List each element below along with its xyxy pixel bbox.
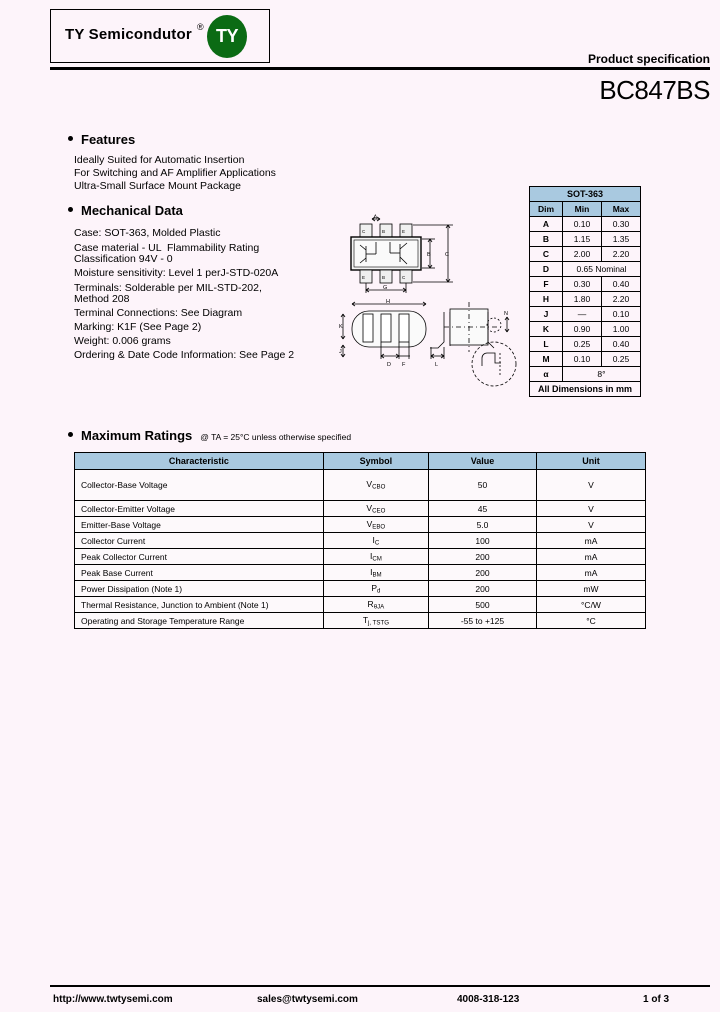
dimension-table-title-row <box>530 187 641 202</box>
dim-label-G: G <box>383 285 388 291</box>
dim-cell: J <box>530 307 563 322</box>
dim-label-J: J <box>339 349 342 355</box>
mechanical-line-2: Classification 94V - 0 <box>74 253 173 265</box>
package-outline-drawing <box>332 214 528 392</box>
dim-label-N: N <box>504 311 508 317</box>
symbol-subscript: EBO <box>372 523 386 531</box>
symbol-subscript: C <box>374 539 380 547</box>
dimension-table-title: SOT-363 <box>530 187 641 202</box>
max-cell: 0.30 <box>602 217 641 232</box>
value-cell: 5.0 <box>428 517 536 533</box>
symbol-base: V <box>366 502 373 513</box>
features-item-2: Ultra-Small Surface Mount Package <box>74 180 241 192</box>
unit-col-header: Unit <box>536 453 645 470</box>
features-item-0: Ideally Suited for Automatic Insertion <box>74 154 245 166</box>
value-cell: 50 <box>428 470 536 501</box>
bullet-icon <box>68 207 73 212</box>
unit-cell: °C/W <box>536 597 645 613</box>
characteristic-cell: Peak Base Current <box>75 565 324 581</box>
dimension-table-footer-row <box>530 382 641 397</box>
span-cell: 0.65 Nominal <box>563 262 641 277</box>
unit-cell: °C <box>536 613 645 629</box>
table-row <box>530 217 641 232</box>
table-row <box>530 322 641 337</box>
dim-cell: L <box>530 337 563 352</box>
mechanical-line-1: Case material - UL Flammability Rating <box>74 242 260 254</box>
max-cell: 1.00 <box>602 322 641 337</box>
header-divider <box>50 67 710 70</box>
mechanical-line-6: Terminal Connections: See Diagram <box>74 307 243 319</box>
symbol-cell <box>323 470 428 501</box>
table-row <box>530 352 641 367</box>
min-cell: 0.90 <box>563 322 602 337</box>
pin-label-b1: B <box>382 229 386 234</box>
symbol-base: V <box>366 479 373 490</box>
symbol-subscript: θJA <box>373 603 385 611</box>
pin-label-e1: E <box>402 229 406 234</box>
symbol-subscript: BM <box>372 571 382 579</box>
max-cell: 2.20 <box>602 292 641 307</box>
pin-label-c2: C <box>362 229 366 234</box>
max-cell: 0.10 <box>602 307 641 322</box>
characteristic-cell: Peak Collector Current <box>75 549 324 565</box>
dimension-table-header-row <box>530 202 641 217</box>
dim-cell: F <box>530 277 563 292</box>
symbol-cell <box>323 533 428 549</box>
max-cell: 2.20 <box>602 247 641 262</box>
table-row <box>530 367 641 382</box>
table-row <box>75 565 646 581</box>
symbol-base: I <box>372 534 375 545</box>
unit-cell: V <box>536 501 645 517</box>
mechanical-line-5: Method 208 <box>74 293 130 305</box>
dim-cell: C <box>530 247 563 262</box>
table-row <box>530 277 641 292</box>
table-row <box>530 262 641 277</box>
symbol-subscript: CEO <box>372 507 386 515</box>
footer-website[interactable]: http://www.twtysemi.com <box>53 994 173 1005</box>
value-cell: 45 <box>428 501 536 517</box>
mechanical-line-0: Case: SOT-363, Molded Plastic <box>74 227 221 239</box>
table-row <box>530 232 641 247</box>
dim-cell: D <box>530 262 563 277</box>
characteristic-cell: Thermal Resistance, Junction to Ambient (Note 1) <box>75 597 324 613</box>
min-cell: 0.25 <box>563 337 602 352</box>
unit-cell: mA <box>536 533 645 549</box>
value-cell: 100 <box>428 533 536 549</box>
table-row <box>75 581 646 597</box>
unit-cell: mA <box>536 549 645 565</box>
value-cell: 500 <box>428 597 536 613</box>
unit-cell: V <box>536 517 645 533</box>
max-cell: 0.40 <box>602 337 641 352</box>
characteristic-cell: Power Dissipation (Note 1) <box>75 581 324 597</box>
min-col-header: Min <box>563 202 602 217</box>
company-logo-box <box>50 9 270 63</box>
max-cell: 0.25 <box>602 352 641 367</box>
company-name: TY Semicondutor <box>65 26 192 43</box>
table-row <box>75 533 646 549</box>
maximum-ratings-condition: @ TA = 25°C unless otherwise specified <box>200 432 352 442</box>
min-cell: 0.10 <box>563 352 602 367</box>
value-col-header: Value <box>428 453 536 470</box>
table-row <box>75 597 646 613</box>
maximum-ratings-heading-label: Maximum Ratings <box>81 428 193 443</box>
symbol-subscript: CBO <box>372 483 386 491</box>
dim-label-D: D <box>387 362 391 368</box>
min-cell: 2.00 <box>563 247 602 262</box>
maximum-ratings-heading <box>68 428 351 443</box>
characteristic-cell: Collector-Emitter Voltage <box>75 501 324 517</box>
symbol-base: V <box>366 518 373 529</box>
symbol-base: T <box>362 614 369 625</box>
dimension-table-footer: All Dimensions in mm <box>530 382 641 397</box>
dim-label-K: K <box>339 324 343 330</box>
characteristic-col-header: Characteristic <box>75 453 324 470</box>
characteristic-cell: Operating and Storage Temperature Range <box>75 613 324 629</box>
table-row <box>75 549 646 565</box>
features-item-1: For Switching and AF Amplifier Applications <box>74 167 276 179</box>
mechanical-line-3: Moisture sensitivity: Level 1 perJ-STD-020A <box>74 267 279 279</box>
dim-cell: M <box>530 352 563 367</box>
page-title: BC847BS <box>599 75 710 105</box>
dim-col-header: Dim <box>530 202 563 217</box>
symbol-cell <box>323 565 428 581</box>
span-cell: 8° <box>563 367 641 382</box>
dim-label-C: C <box>445 252 449 258</box>
characteristic-cell: Emitter-Base Voltage <box>75 517 324 533</box>
mechanical-line-4: Terminals: Solderable per MIL-STD-202, <box>74 282 262 294</box>
pin-label-e2: E <box>362 275 366 280</box>
ty-logo-oval-icon <box>207 15 247 58</box>
symbol-subscript: CM <box>372 555 382 563</box>
pin-label-c1: C <box>402 275 406 280</box>
pin-label-b2: B <box>382 275 386 280</box>
min-cell: — <box>563 307 602 322</box>
symbol-cell <box>323 613 428 629</box>
value-cell: 200 <box>428 565 536 581</box>
document-type-label: Product specification <box>587 52 710 66</box>
symbol-cell <box>323 549 428 565</box>
table-row <box>75 470 646 501</box>
max-col-header: Max <box>602 202 641 217</box>
mechanical-data-heading-label: Mechanical Data <box>81 203 183 218</box>
dim-cell: H <box>530 292 563 307</box>
features-heading-label: Features <box>81 132 136 147</box>
max-cell: 0.40 <box>602 277 641 292</box>
characteristic-cell: Collector Current <box>75 533 324 549</box>
unit-cell: mA <box>536 565 645 581</box>
symbol-subscript: j, TSTG <box>368 619 389 627</box>
dim-label-F: F <box>402 362 406 368</box>
registered-trademark-icon: ® <box>197 22 204 32</box>
mechanical-data-heading <box>68 203 183 218</box>
maximum-ratings-table <box>74 452 646 629</box>
bullet-icon <box>68 432 73 437</box>
min-cell: 0.10 <box>563 217 602 232</box>
min-cell: 1.80 <box>563 292 602 307</box>
unit-cell: mW <box>536 581 645 597</box>
dim-label-B: B <box>427 252 431 258</box>
mechanical-line-9: Ordering & Date Code Information: See Page 2 <box>74 349 295 361</box>
table-row <box>530 307 641 322</box>
table-row <box>530 337 641 352</box>
dim-cell: A <box>530 217 563 232</box>
symbol-subscript: d <box>377 587 381 595</box>
unit-cell: V <box>536 470 645 501</box>
dim-label-H: H <box>386 299 390 305</box>
dim-cell: K <box>530 322 563 337</box>
min-cell: 0.30 <box>563 277 602 292</box>
dim-cell: α <box>530 367 563 382</box>
min-cell: 1.15 <box>563 232 602 247</box>
footer-phone: 4008-318-123 <box>457 994 520 1005</box>
symbol-base: P <box>371 582 378 593</box>
table-row <box>75 613 646 629</box>
dim-cell: B <box>530 232 563 247</box>
symbol-cell <box>323 597 428 613</box>
footer-email[interactable]: sales@twtysemi.com <box>257 994 358 1005</box>
symbol-base: I <box>370 566 373 577</box>
value-cell: 200 <box>428 549 536 565</box>
footer-divider <box>50 985 710 987</box>
ty-logo-badge-label: TY <box>215 26 238 46</box>
value-cell: -55 to +125 <box>428 613 536 629</box>
features-heading <box>68 132 135 147</box>
dim-label-A: A <box>373 214 378 221</box>
symbol-cell <box>323 517 428 533</box>
symbol-cell <box>323 581 428 597</box>
table-row <box>75 517 646 533</box>
max-cell: 1.35 <box>602 232 641 247</box>
symbol-base: I <box>369 550 373 561</box>
maximum-ratings-header-row <box>75 453 646 470</box>
mechanical-line-7: Marking: K1F (See Page 2) <box>74 321 202 333</box>
symbol-base: R <box>367 598 374 609</box>
symbol-cell <box>323 501 428 517</box>
mechanical-line-8: Weight: 0.006 grams <box>74 335 171 347</box>
table-row <box>75 501 646 517</box>
table-row <box>530 292 641 307</box>
dimension-table <box>529 186 641 397</box>
footer-page-number: 1 of 3 <box>643 994 670 1005</box>
value-cell: 200 <box>428 581 536 597</box>
table-row <box>530 247 641 262</box>
symbol-col-header: Symbol <box>323 453 428 470</box>
dim-label-L: L <box>435 362 439 368</box>
characteristic-cell: Collector-Base Voltage <box>75 470 324 501</box>
bullet-icon <box>68 136 73 141</box>
